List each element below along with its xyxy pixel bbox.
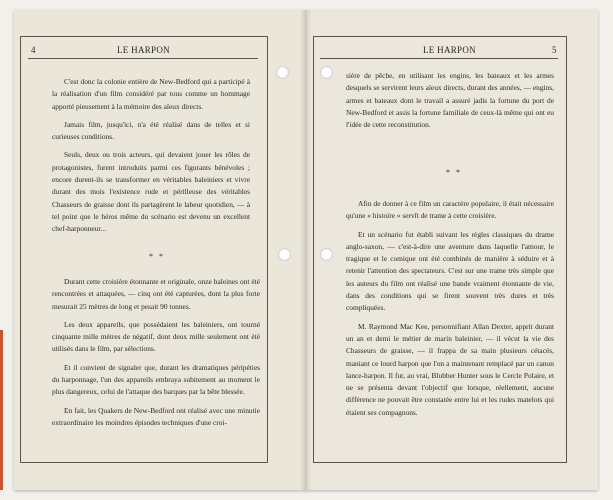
paragraph: Seuls, deux ou trois acteurs, qui devaient jouer les rôles de protagonistes, furent introduits parmi ces figurants bénévoles ; encore durent-ils se transformer en véritables baleiniers et vivre durant des mois l'existence rude et périlleuse des véritables Chasseurs de graisse dont ils partagèrent le labeur quotidien, — à tel point que le héros même du scénario est devenu un excellent chef-harponneur...: [52, 150, 250, 234]
left-header-rule: [28, 58, 258, 59]
right-ornament: * *: [446, 168, 462, 177]
right-text-block-bottom: [346, 198, 554, 425]
binding-hole-top-left: [276, 66, 289, 79]
left-page-number: 4: [31, 45, 36, 55]
paragraph: Et un scénario fut établi suivant les règles classiques du drame anglo-saxon, — c'est-à-dire une aventure dans laquelle l'amour, le tragique et le comique ont été combinés de manière à séduire et à retenir l'attention des spectateurs. C'est sur une trame très simple que les auteurs du film ont réalisé une bande vraiment étonnante de vie, dans des conditions qui se firent souvent très dures et très compliquées.: [346, 229, 554, 313]
right-header-rule: [320, 58, 558, 59]
red-edge-strip: [0, 330, 3, 490]
paragraph: Durant cette croisière étonnante et originale, onze baleines ont été rencontrées et attaquées, — cinq ont été capturées, dont la plus forte mesurait 25 mètres de long et pesait 90 tonnes.: [52, 277, 260, 311]
paragraph: C'est donc la colonie entière de New-Bedford qui a participé à la réalisation d'un film considéré par tous comme un hommage apporté pieusement à la mémoire des aïeux directs.: [52, 77, 250, 111]
paragraph: Jamais film, jusqu'ici, n'a été réalisé dans de telles et si curieuses conditions.: [52, 119, 250, 142]
paragraph: Afin de donner à ce film un caractère populaire, il était nécessaire qu'une « histoire » servît de trame à cette croisière.: [346, 199, 554, 221]
paragraph-continued: sière de pêche, en utilisant les engins, les bateaux et les armes desquels se servirent leurs aïeux directs, durant des années, — engins, armes et bateaux dont le travail a assuré jadis la fortune du port de New-Bedford et assis la fortune familiale de ceux-là même qui ont eu l'idée de cette reconstitution.: [346, 71, 554, 130]
paragraph: En fait, les Quakers de New-Bedford ont réalisé avec une minutie extraordinaire les moindres épisodes techniques d'une croi-: [52, 405, 260, 427]
paragraph: Les deux appareils, que possédaient les baleiniers, ont tourné cinquante mille mètres de négatif, dont deux mille seulement ont été utilisés dans le film, par sélections.: [52, 319, 260, 354]
booklet-gutter: [300, 10, 312, 490]
binding-hole-bottom-left: [278, 248, 291, 261]
left-text-block-top: [52, 76, 250, 242]
paragraph: Et il convient de signaler que, durant les dramatiques péripéties du harponnage, l'un des appareils embraya subitement au moment le plus dangereux, celui de l'attaque des barques par la bête blessée.: [52, 362, 260, 397]
left-running-header: LE HARPON: [117, 45, 170, 55]
left-ornament: * *: [149, 252, 165, 261]
left-text-block-bottom: [52, 276, 260, 435]
right-page-number: 5: [552, 45, 557, 55]
paragraph: M. Raymond Mac Kee, personnifiant Allan Dexter, apprit durant un an et demi le métier de marin baleinier, — il vécut la vie des Chasseurs de graisse, — il frappa de sa main plusieurs cétacés, maniant ce lourd harpon que l'on a maintenant remplacé par un canon lance-harpon. Il fut, au vrai, Blubber Hunter sous le Cercle Polaire, et ne se présenta devant l'objectif que lorsque, réellement, aucune différence ne pouvait être constatée entre lui et les rudes matelots qui étaient ses compagnons.: [346, 321, 554, 417]
right-text-block-top: [346, 70, 554, 137]
right-running-header: LE HARPON: [423, 45, 476, 55]
